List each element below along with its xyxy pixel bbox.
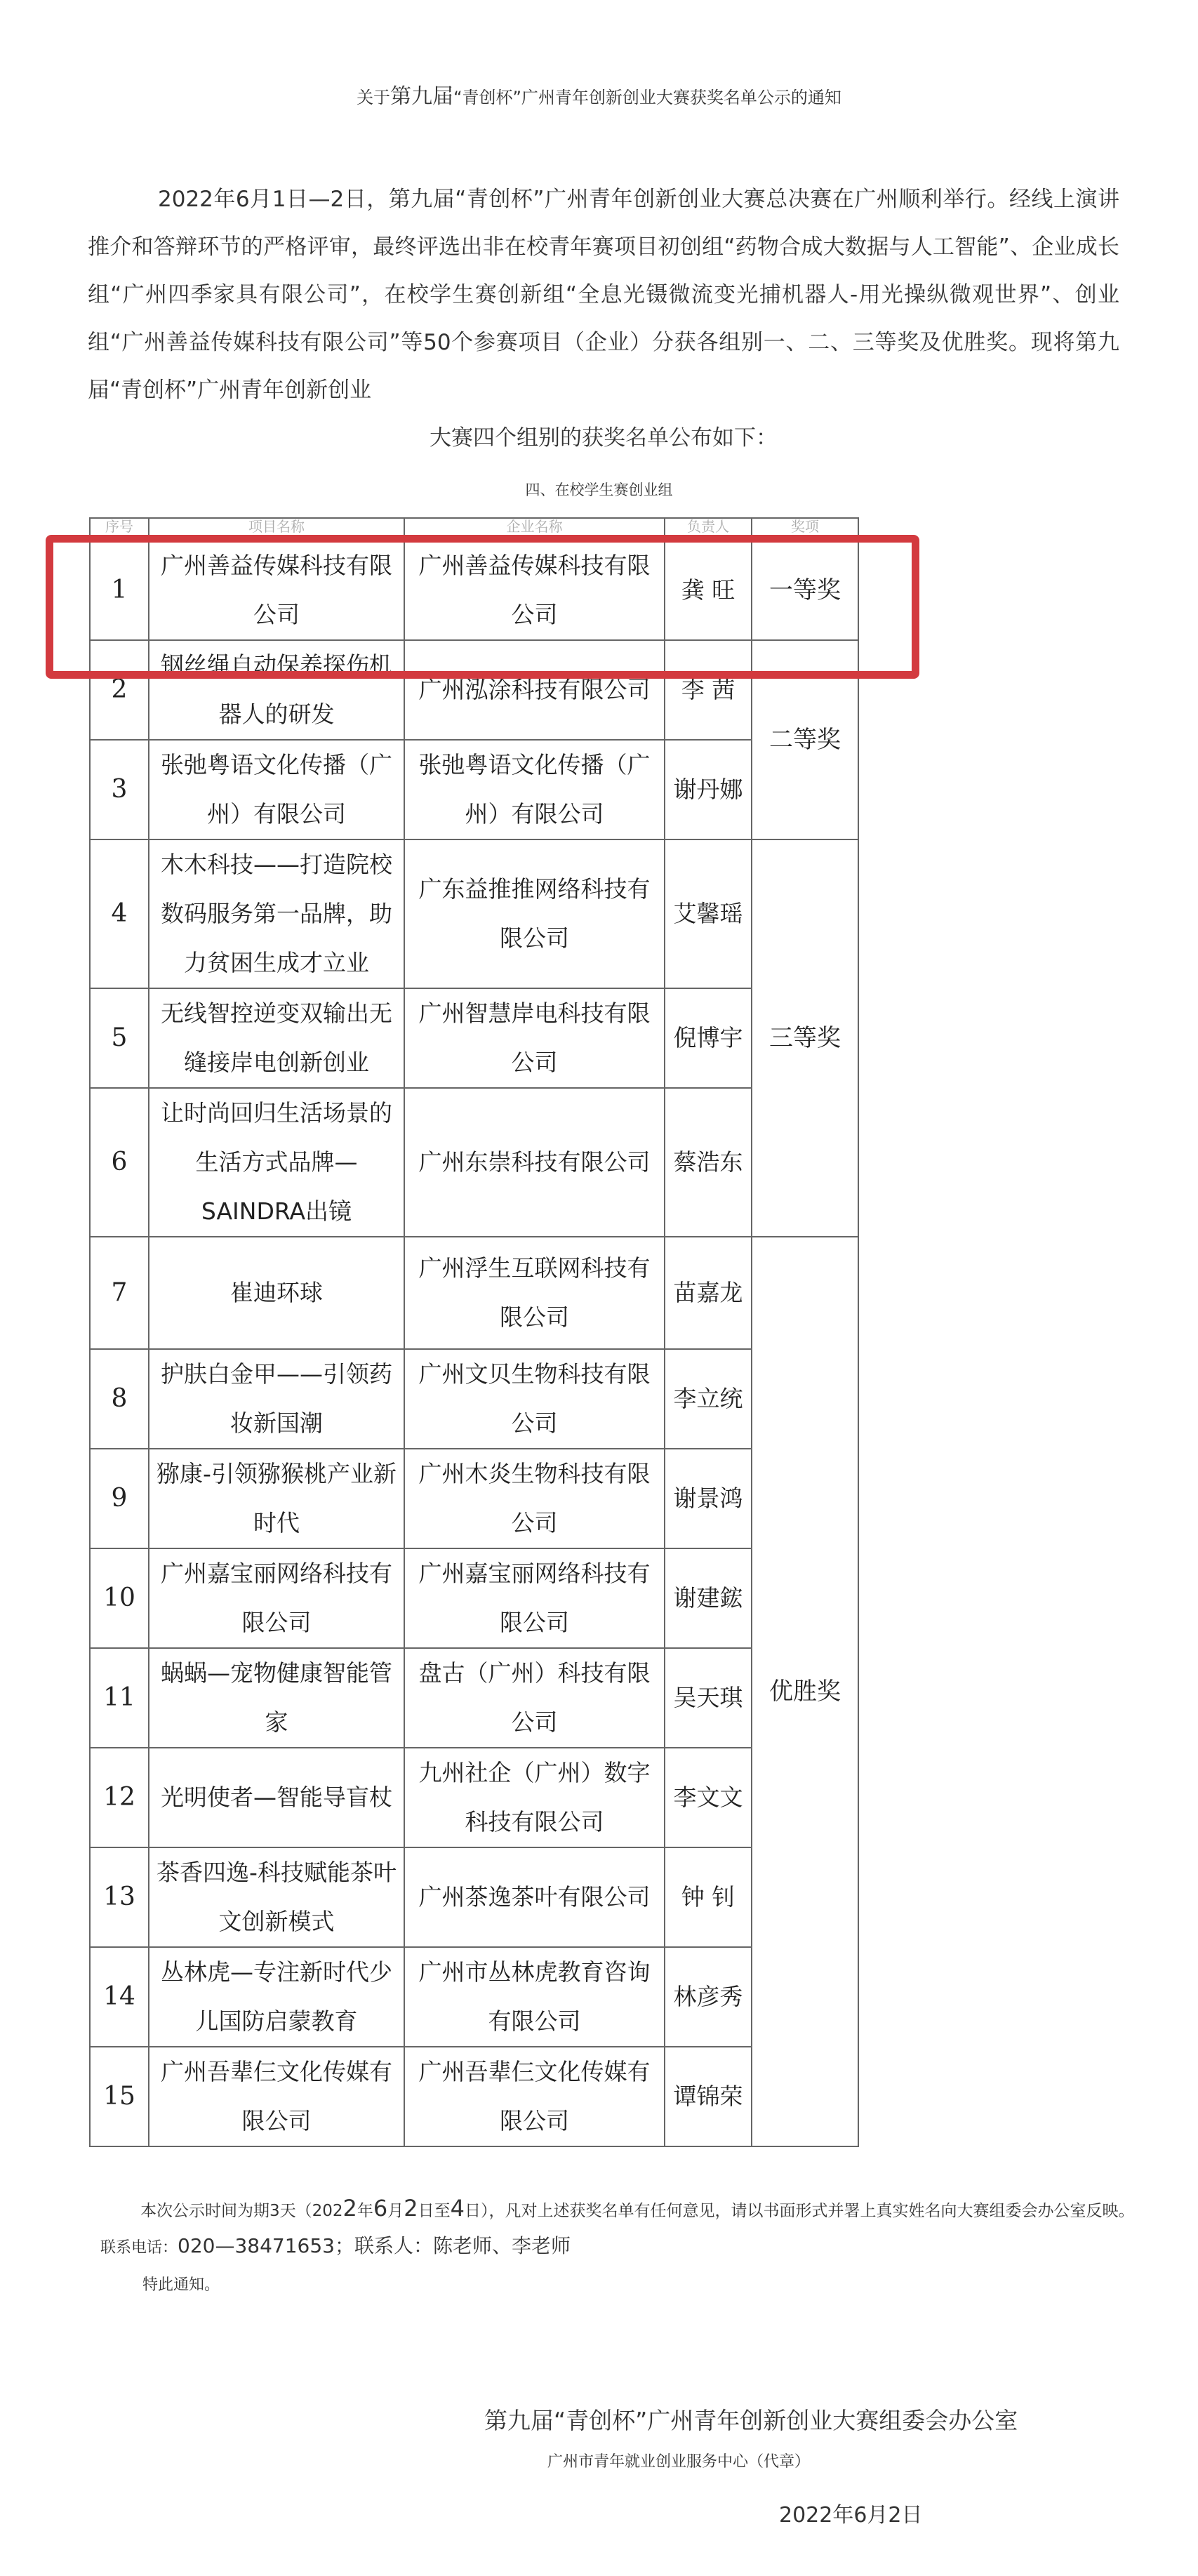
project-name: 蜗蜗—宠物健康智能管家 bbox=[149, 1648, 404, 1748]
project-name: 广州嘉宝丽网络科技有限公司 bbox=[149, 1548, 404, 1648]
notice-period-text: 本次公示时间为期3天（2022年6月2日至4日），凡对上述获奖名单有任何意见，请以书面形式并署上真实姓名向大赛组委会办公室反映。 bbox=[140, 2195, 1135, 2222]
table-row bbox=[90, 1237, 858, 1349]
leader-name: 蔡浩东 bbox=[665, 1088, 752, 1237]
project-name: 丛林虎—专注新时代少儿国防启蒙教育 bbox=[149, 1947, 404, 2047]
project-name: 崔迪环球 bbox=[149, 1237, 404, 1349]
company-name: 九州社企（广州）数字科技有限公司 bbox=[404, 1748, 665, 1847]
leader-name: 龚 旺 bbox=[665, 540, 752, 640]
project-name: 广州吾辈仨文化传媒有限公司 bbox=[149, 2047, 404, 2146]
closing-text: 特此通知。 bbox=[142, 2276, 220, 2294]
row-number: 7 bbox=[90, 1237, 149, 1349]
contact-value: 020—38471653；联系人：陈老师、李老师 bbox=[178, 2234, 571, 2257]
company-name: 广东益推推网络科技有限公司 bbox=[404, 839, 665, 988]
row-number: 13 bbox=[90, 1847, 149, 1947]
award-table bbox=[89, 517, 859, 2147]
row-number: 12 bbox=[90, 1748, 149, 1847]
section-title: 四、在校学生赛创业组 bbox=[525, 482, 673, 498]
project-name: 无线智控逆变双输出无缝接岸电创新创业 bbox=[149, 988, 404, 1088]
award-merit: 优胜奖 bbox=[752, 1237, 858, 2146]
leader-name: 李 茜 bbox=[665, 640, 752, 740]
leader-name: 谢丹娜 bbox=[665, 740, 752, 839]
project-name: 猕康-引领猕猴桃产业新时代 bbox=[149, 1449, 404, 1548]
leader-name: 艾馨瑶 bbox=[665, 839, 752, 988]
project-name: 护肤白金甲——引领药妆新国潮 bbox=[149, 1349, 404, 1449]
project-name: 钢丝绳自动保养探伤机器人的研发 bbox=[149, 640, 404, 740]
company-name: 广州木炎生物科技有限公司 bbox=[404, 1449, 665, 1548]
table-row bbox=[90, 988, 858, 1088]
project-name: 广州善益传媒科技有限公司 bbox=[149, 540, 404, 640]
table-row bbox=[90, 640, 858, 740]
header-company: 企业名称 bbox=[404, 518, 665, 540]
header-no: 序号 bbox=[90, 518, 149, 540]
table-row bbox=[90, 1088, 858, 1237]
organizer-sub: 广州市青年就业创业服务中心（代章） bbox=[547, 2453, 811, 2471]
leader-name: 苗嘉龙 bbox=[665, 1237, 752, 1349]
row-number: 11 bbox=[90, 1648, 149, 1748]
row-number: 14 bbox=[90, 1947, 149, 2047]
table-row bbox=[90, 839, 858, 988]
company-name: 张弛粤语文化传播（广州）有限公司 bbox=[404, 740, 665, 839]
company-name: 广州茶逸茶叶有限公司 bbox=[404, 1847, 665, 1947]
header-project: 项目名称 bbox=[149, 518, 404, 540]
table-row bbox=[90, 540, 858, 640]
row-number: 3 bbox=[90, 740, 149, 839]
row-number: 8 bbox=[90, 1349, 149, 1449]
table-row bbox=[90, 1648, 858, 1748]
project-name: 光明使者—智能导盲杖 bbox=[149, 1748, 404, 1847]
row-number: 5 bbox=[90, 988, 149, 1088]
project-name: 木木科技——打造院校数码服务第一品牌，助力贫困生成才立业 bbox=[149, 839, 404, 988]
row-number: 2 bbox=[90, 640, 149, 740]
table-header-row bbox=[90, 518, 858, 540]
company-name: 广州浮生互联网科技有限公司 bbox=[404, 1237, 665, 1349]
document-title: 关于第九届“青创杯”广州青年创新创业大赛获奖名单公示的通知 bbox=[357, 84, 841, 109]
leader-name: 倪博宇 bbox=[665, 988, 752, 1088]
table-row bbox=[90, 1548, 858, 1648]
intro-paragraph: 2022年6月1日—2日，第九届“青创杯”广州青年创新创业大赛总决赛在广州顺利举行。经线上演讲推介和答辩环节的严格评审，最终评选出非在校青年赛项目初创组“药物合成大数据与人工智能”、企业成长组“广州四季家具有限公司”，在校学生赛创新组“全息光镊微流变光捕机器人-用光操纵微观世界”、创业组“广州善益传媒科技有限公司”等50个参赛项目（企业）分获各组别一、二、三等奖及优胜奖。现将第九届“青创杯”广州青年创新创业 bbox=[88, 187, 1119, 403]
signature-date: 2022年6月2日 bbox=[779, 2503, 923, 2528]
leader-name: 谢景鸿 bbox=[665, 1449, 752, 1548]
row-number: 10 bbox=[90, 1548, 149, 1648]
award-first: 一等奖 bbox=[752, 540, 858, 640]
table-row bbox=[90, 1449, 858, 1548]
row-number: 9 bbox=[90, 1449, 149, 1548]
company-name: 广州文贝生物科技有限公司 bbox=[404, 1349, 665, 1449]
leader-name: 李立统 bbox=[665, 1349, 752, 1449]
table-row bbox=[90, 740, 858, 839]
table-row bbox=[90, 1847, 858, 1947]
leader-name: 谭锦荣 bbox=[665, 2047, 752, 2146]
table-row bbox=[90, 1947, 858, 2047]
row-number: 4 bbox=[90, 839, 149, 988]
leader-name: 钟 钊 bbox=[665, 1847, 752, 1947]
leader-name: 林彦秀 bbox=[665, 1947, 752, 2047]
organizer-name: 第九届“青创杯”广州青年创新创业大赛组委会办公室 bbox=[484, 2407, 1018, 2434]
contact-info bbox=[100, 2231, 571, 2259]
header-award: 奖项 bbox=[752, 518, 858, 540]
row-number: 1 bbox=[90, 540, 149, 640]
company-name: 广州市丛林虎教育咨询有限公司 bbox=[404, 1947, 665, 2047]
intro-text bbox=[88, 175, 1119, 462]
project-name: 让时尚回归生活场景的生活方式品牌—SAINDRA出镜 bbox=[149, 1088, 404, 1237]
company-name: 广州吾辈仨文化传媒有限公司 bbox=[404, 2047, 665, 2146]
table-row bbox=[90, 1748, 858, 1847]
intro-paragraph-end: 大赛四个组别的获奖名单公布如下： bbox=[430, 425, 778, 451]
table-row bbox=[90, 1349, 858, 1449]
row-number: 6 bbox=[90, 1088, 149, 1237]
award-second: 二等奖 bbox=[752, 640, 858, 839]
company-name: 广州善益传媒科技有限公司 bbox=[404, 540, 665, 640]
company-name: 广州东崇科技有限公司 bbox=[404, 1088, 665, 1237]
project-name: 茶香四逸-科技赋能茶叶文创新模式 bbox=[149, 1847, 404, 1947]
leader-name: 谢建鋐 bbox=[665, 1548, 752, 1648]
contact-label: 联系电话： bbox=[100, 2239, 178, 2257]
table-row bbox=[90, 2047, 858, 2146]
company-name: 盘古（广州）科技有限公司 bbox=[404, 1648, 665, 1748]
header-leader: 负责人 bbox=[665, 518, 752, 540]
leader-name: 李文文 bbox=[665, 1748, 752, 1847]
award-third: 三等奖 bbox=[752, 839, 858, 1237]
row-number: 15 bbox=[90, 2047, 149, 2146]
company-name: 广州泓涂科技有限公司 bbox=[404, 640, 665, 740]
leader-name: 吴天琪 bbox=[665, 1648, 752, 1748]
company-name: 广州嘉宝丽网络科技有限公司 bbox=[404, 1548, 665, 1648]
company-name: 广州智慧岸电科技有限公司 bbox=[404, 988, 665, 1088]
project-name: 张弛粤语文化传播（广州）有限公司 bbox=[149, 740, 404, 839]
